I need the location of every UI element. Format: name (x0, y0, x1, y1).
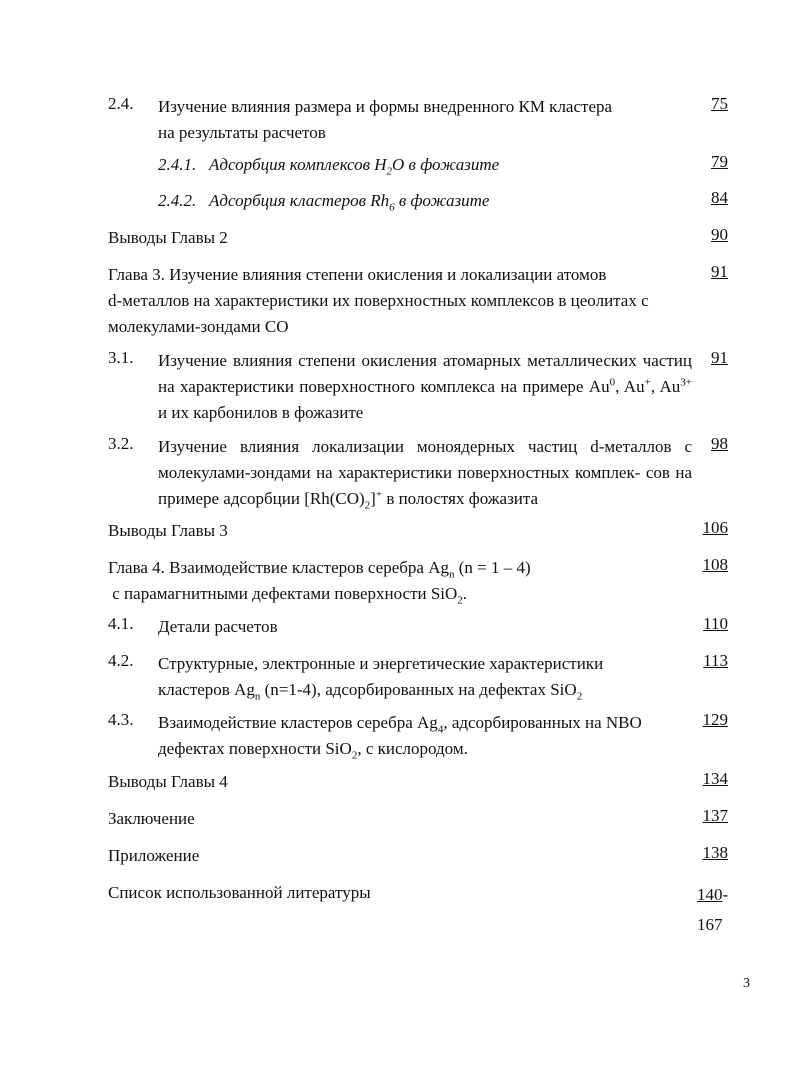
toc-entry-page[interactable]: 84 (711, 188, 728, 207)
toc-entry-title: Детали расчетов (158, 617, 278, 636)
toc-entry-conclusion[interactable] (108, 806, 728, 832)
toc-entry-conclusions-3[interactable] (108, 518, 728, 544)
toc-entry-page[interactable]: 137 (702, 806, 728, 825)
toc-entry-title: Структурные, электронные и энергетические характеристики кластеров $Ag_n$ (n=1-4), адсорбированных на дефектах SiO$_2$ (158, 654, 604, 703)
toc-entry-appendix[interactable] (108, 843, 728, 869)
toc-entry-title: Изучение влияния степени окисления атомарных металлических частиц на характеристики поверхностного комплекса на примере Au$^0$, Au+, $Au^{3+}$ и их карбонилов в фожазите (158, 351, 693, 422)
toc-entry-number: 2.4. (108, 94, 134, 113)
page-number: 3 (743, 976, 750, 991)
toc-entry-title: Заключение (108, 809, 195, 828)
toc-entry-title: Изучение влияния размера и формы внедренного КМ кластера на результаты расчетов (158, 97, 613, 142)
toc-entry-conclusions-2[interactable] (108, 225, 728, 251)
toc-entry-page[interactable]: 129 (702, 710, 728, 729)
toc-entry-number: 4.3. (108, 710, 134, 729)
toc-entry-page[interactable]: 110 (703, 614, 728, 633)
toc-entry-conclusions-4[interactable] (108, 769, 728, 795)
toc-entry-number: 3.2. (108, 434, 134, 453)
toc-entry-chapter-3[interactable] (108, 262, 728, 340)
toc-entry-number: 3.1. (108, 348, 134, 367)
toc-entry-4-3[interactable] (108, 710, 728, 762)
toc-entry-3-1[interactable] (108, 348, 728, 426)
toc-entry-chapter-4[interactable] (108, 555, 728, 607)
toc-entry-page[interactable]: 138 (702, 843, 728, 862)
toc-entry-2-4-1[interactable] (108, 152, 728, 178)
toc-entry-page[interactable]: 79 (711, 152, 728, 171)
toc-entry-references[interactable] (108, 880, 729, 934)
toc-entry-title: Список использованной литературы (108, 883, 371, 902)
toc-entry-title: Выводы Главы 4 (108, 772, 228, 791)
toc-entry-4-1[interactable] (108, 614, 728, 640)
toc-entry-2-4[interactable] (108, 94, 728, 146)
toc-entry-4-2[interactable] (108, 651, 728, 703)
toc-entry-title: Взаимодействие кластеров серебра $Ag_4$, адсорбированных на NBO дефектах поверхности SiO$_2$, с кислородом. (158, 713, 642, 762)
toc-entry-title: Изучение влияния локализации моноядерных частиц d-металлов с молекулами-зондами на характеристики поверхностных комплек- сов на примере адсорбции $[Rh(CO)_2]^+$ в полостях фожазита (158, 437, 692, 512)
toc-entry-title: Приложение (108, 846, 200, 865)
toc-entry-title: Выводы Главы 2 (108, 228, 228, 247)
toc-entry-number: 4.2. (108, 651, 134, 670)
toc-entry-page[interactable]: 75 (711, 94, 728, 113)
toc-entry-title: Выводы Главы 3 (108, 521, 228, 540)
toc-entry-title: Глава 3. Изучение влияния степени окисления и локализации атомов d-металлов на характеристики их поверхностных комплексов в цеолитах с молекулами-зондами CO (108, 265, 649, 336)
toc-entry-title: 2.4.1. Адсорбция комплексов $H_2O$ в фожазите (158, 155, 500, 178)
toc-entry-3-2[interactable] (108, 434, 728, 512)
toc-entry-page[interactable]: 91 (711, 262, 728, 281)
toc-entry-page[interactable]: 134 (702, 769, 728, 788)
toc-entry-number: 4.1. (108, 614, 134, 633)
toc-entry-page[interactable]: 98 (711, 434, 728, 453)
toc-entry-page[interactable]: 108 (702, 555, 728, 574)
toc-entry-page[interactable]: 91 (711, 348, 728, 367)
toc-entry-page[interactable]: 140- 167 (697, 885, 729, 934)
toc-entry-page[interactable]: 113 (703, 651, 728, 670)
toc-entry-title: Глава 4. Взаимодействие кластеров серебра $Ag_n$ (n = 1 – 4) с парамагнитными дефектами поверхности SiO$_2$. (108, 558, 531, 607)
toc-entry-2-4-2[interactable] (108, 188, 728, 214)
toc-entry-page[interactable]: 90 (711, 225, 728, 244)
toc-entry-title: 2.4.2. Адсорбция кластеров $Rh_6$ в фожазите (158, 191, 490, 214)
toc-entry-page[interactable]: 106 (702, 518, 728, 537)
